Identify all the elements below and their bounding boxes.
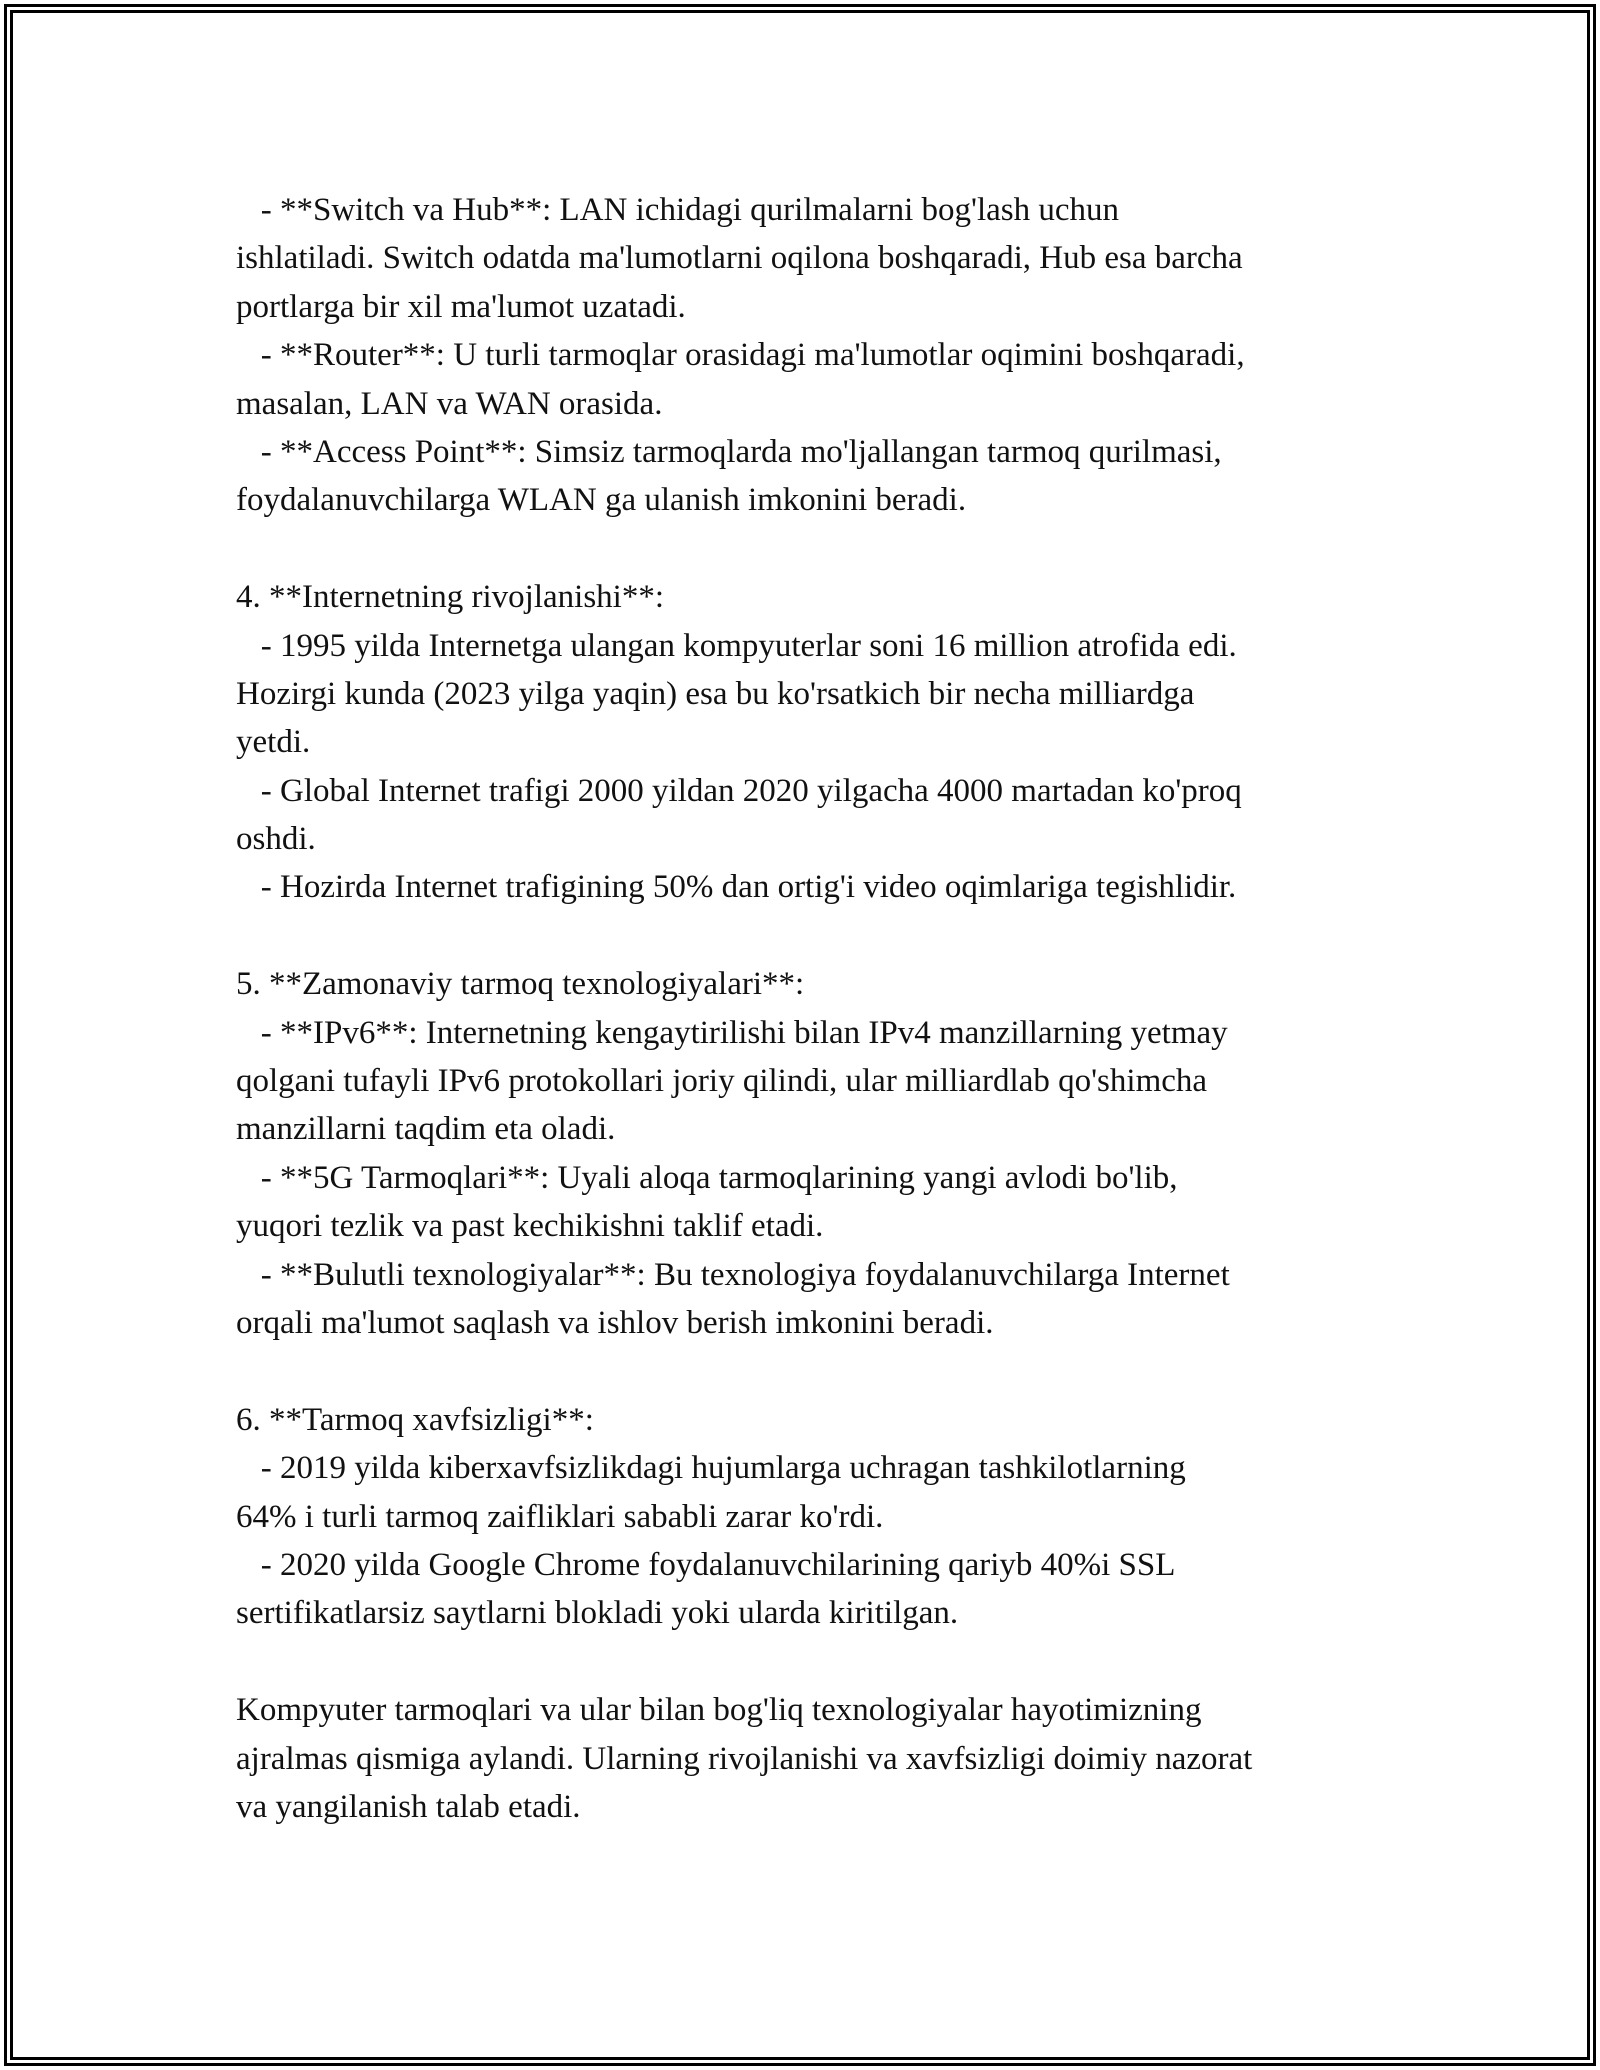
text-line: - 2019 yilda kiberxavfsizlikdagi hujumlarga uchragan tashkilotlarning — [236, 1450, 1186, 1487]
text-line: - **Bulutli texnologiyalar**: Bu texnologiya foydalanuvchilarga Internet — [236, 1256, 1230, 1293]
text-line: - **IPv6**: Internetning kengaytirilishi bilan IPv4 manzillarning yetmay — [236, 1014, 1228, 1051]
conclusion-line: ajralmas qismiga aylandi. Ularning rivojlanishi va xavfsizligi doimiy nazorat — [236, 1740, 1253, 1777]
text-line: oshdi. — [236, 821, 316, 858]
blank-line — [236, 912, 1406, 960]
text-line: - 1995 yilda Internetga ulangan kompyuterlar soni 16 million atrofida edi. — [236, 627, 1237, 664]
text-line: ishlatiladi. Switch odatda ma'lumotlarni oqilona boshqaradi, Hub esa barcha — [236, 240, 1243, 277]
text-line: - Hozirda Internet trafigining 50% dan ortig'i video oqimlariga tegishlidir. — [236, 869, 1237, 906]
text-line: - **5G Tarmoqlari**: Uyali aloqa tarmoqlarining yangi avlodi bo'lib, — [236, 1159, 1178, 1196]
conclusion-line: Kompyuter tarmoqlari va ular bilan bog'liq texnologiyalar hayotimizning — [236, 1692, 1202, 1729]
text-line: qolgani tufayli IPv6 protokollari joriy qilindi, ular milliardlab qo'shimcha — [236, 1063, 1208, 1100]
text-line: foydalanuvchilarga WLAN ga ulanish imkonini beradi. — [236, 482, 967, 519]
text-line: yetdi. — [236, 724, 311, 761]
section-heading: 5. **Zamonaviy tarmoq texnologiyalari**: — [236, 966, 805, 1003]
text-line: 64% i turli tarmoq zaifliklari sababli zarar ko'rdi. — [236, 1498, 884, 1535]
text-line: portlarga bir xil ma'lumot uzatadi. — [236, 288, 686, 325]
blank-line — [236, 1638, 1406, 1686]
blank-line — [236, 1347, 1406, 1395]
section-heading: 6. **Tarmoq xavfsizligi**: — [236, 1401, 594, 1438]
text-line: - **Switch va Hub**: LAN ichidagi qurilmalarni bog'lash uchun — [236, 192, 1120, 228]
text-line: Hozirgi kunda (2023 yilga yaqin) esa bu ko'rsatkich bir necha milliardga — [236, 675, 1195, 712]
text-line: yuqori tezlik va past kechikishni taklif etadi. — [236, 1208, 824, 1245]
blank-line — [236, 525, 1406, 573]
text-line: - 2020 yilda Google Chrome foydalanuvchilarining qariyb 40%i SSL — [236, 1546, 1176, 1583]
text-line: orqali ma'lumot saqlash va ishlov berish imkonini beradi. — [236, 1304, 994, 1341]
conclusion-line: va yangilanish talab etadi. — [236, 1788, 581, 1825]
document-body — [236, 186, 1406, 1831]
section-heading: 4. **Internetning rivojlanishi**: — [236, 579, 665, 616]
text-line: - **Access Point**: Simsiz tarmoqlarda mo'ljallangan tarmoq qurilmasi, — [236, 433, 1222, 470]
text-line: sertifikatlarsiz saytlarni blokladi yoki ularda kiritilgan. — [236, 1595, 959, 1632]
text-line: masalan, LAN va WAN orasida. — [236, 385, 663, 422]
text-line: manzillarni taqdim eta oladi. — [236, 1111, 616, 1148]
text-line: - Global Internet trafigi 2000 yildan 2020 yilgacha 4000 martadan ko'proq — [236, 772, 1242, 809]
text-line: - **Router**: U turli tarmoqlar orasidagi ma'lumotlar oqimini boshqaradi, — [236, 337, 1245, 374]
